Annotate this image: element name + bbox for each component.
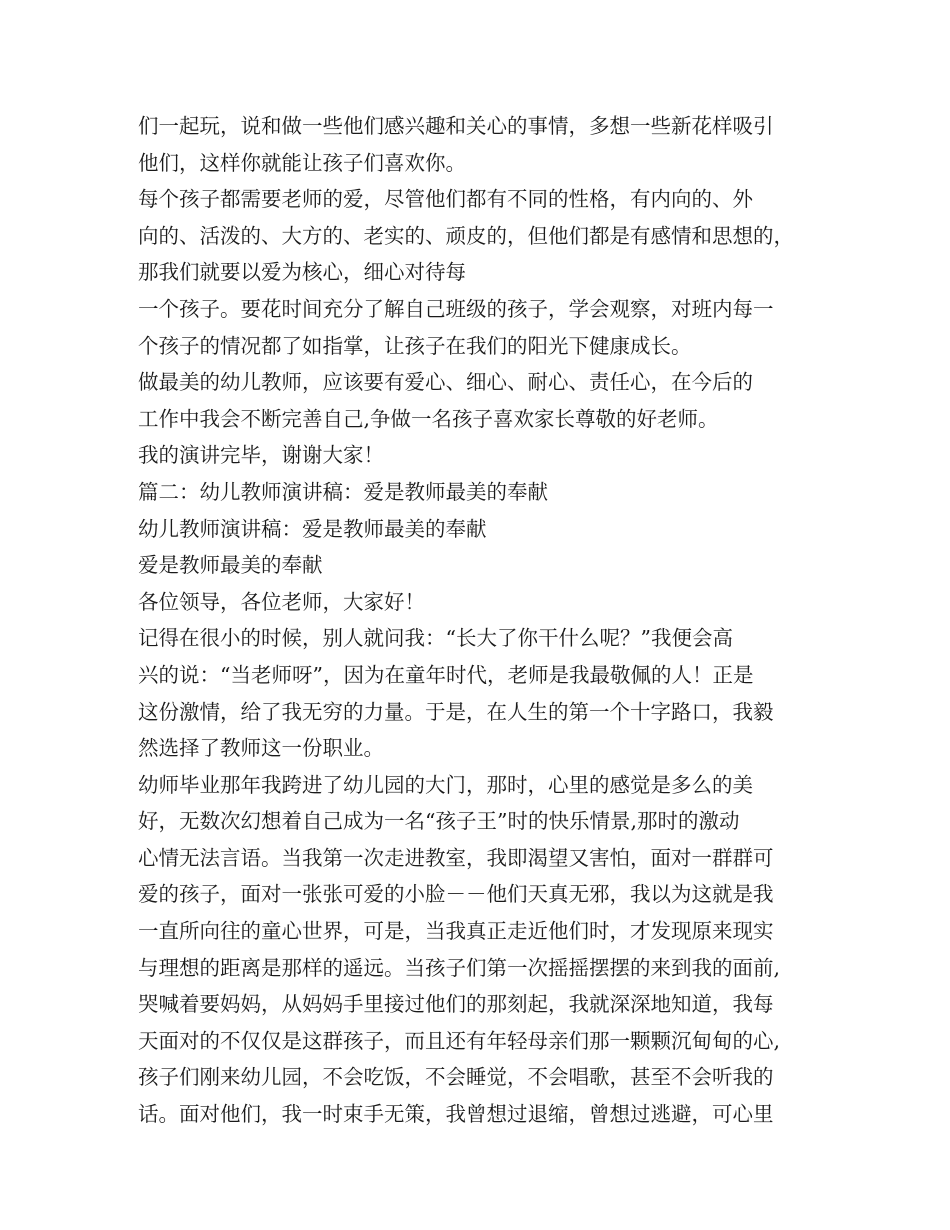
text-line: 记得在很小的时候，别人就问我：“长大了你干什么呢？”我便会高 [138,626,733,651]
text-line: 爱的孩子，面对一张张可爱的小脸－－他们天真无邪，我以为这就是我 [138,882,774,907]
text-line: 个孩子的情况都了如指掌，让孩子在我们的阳光下健康成长。 [138,333,692,358]
section-heading: 篇二：幼儿教师演讲稿：爱是教师最美的奉献 [138,479,548,504]
text-line: 做最美的幼儿教师，应该要有爱心、细心、耐心、责任心，在今后的 [138,370,753,395]
speech-title: 幼儿教师演讲稿：爱是教师最美的奉献 [138,516,487,541]
text-line: 我的演讲完毕，谢谢大家！ [138,443,384,468]
text-line: 好，无数次幻想着自己成为一名“孩子王”时的快乐情景,那时的激动 [138,809,740,834]
text-line: 幼师毕业那年我跨进了幼儿园的大门，那时，心里的感觉是多么的美 [138,772,753,797]
text-line: 那我们就要以爱为核心，细心对待每 [138,260,466,285]
text-line: 一个孩子。要花时间充分了解自己班级的孩子，学会观察，对班内每一 [138,296,774,321]
text-line: 与理想的距离是那样的遥远。当孩子们第一次摇摇摆摆的来到我的面前, [138,955,781,980]
text-line: 每个孩子都需要老师的爱，尽管他们都有不同的性格，有内向的、外 [138,187,753,212]
text-line: 心情无法言语。当我第一次走进教室，我即渴望又害怕，面对一群群可 [138,845,774,870]
text-line: 们一起玩，说和做一些他们感兴趣和关心的事情，多想一些新花样吸引 [138,114,774,138]
text-line: 孩子们刚来幼儿园，不会吃饭，不会睡觉，不会唱歌，甚至不会听我的 [138,1065,774,1090]
text-line: 这份激情，给了我无穷的力量。于是，在人生的第一个十字路口，我毅 [138,699,774,724]
speech-subtitle: 爱是教师最美的奉献 [138,553,323,578]
greeting-line: 各位领导，各位老师，大家好！ [138,589,425,614]
text-line: 然选择了教师这一份职业。 [138,736,384,761]
text-line: 哭喊着要妈妈，从妈妈手里接过他们的那刻起，我就深深地知道，我每 [138,992,774,1017]
text-line: 兴的说：“当老师呀”，因为在童年时代，老师是我最敬佩的人！正是 [138,662,754,687]
text-line: 天面对的不仅仅是这群孩子，而且还有年轻母亲们那一颗颗沉甸甸的心, [138,1028,781,1053]
text-line: 工作中我会不断完善自己,争做一名孩子喜欢家长尊敬的好老师。 [138,406,719,431]
text-line: 他们，这样你就能让孩子们喜欢你。 [138,150,466,175]
text-line: 一直所向往的童心世界，可是，当我真正走近他们时，才发现原来现实 [138,919,774,944]
text-line: 话。面对他们，我一时束手无策，我曾想过退缩，曾想过逃避，可心里 [138,1102,774,1127]
text-line: 向的、活泼的、大方的、老实的、顽皮的，但他们都是有感情和思想的， [138,223,794,248]
document-body [138,108,828,1133]
